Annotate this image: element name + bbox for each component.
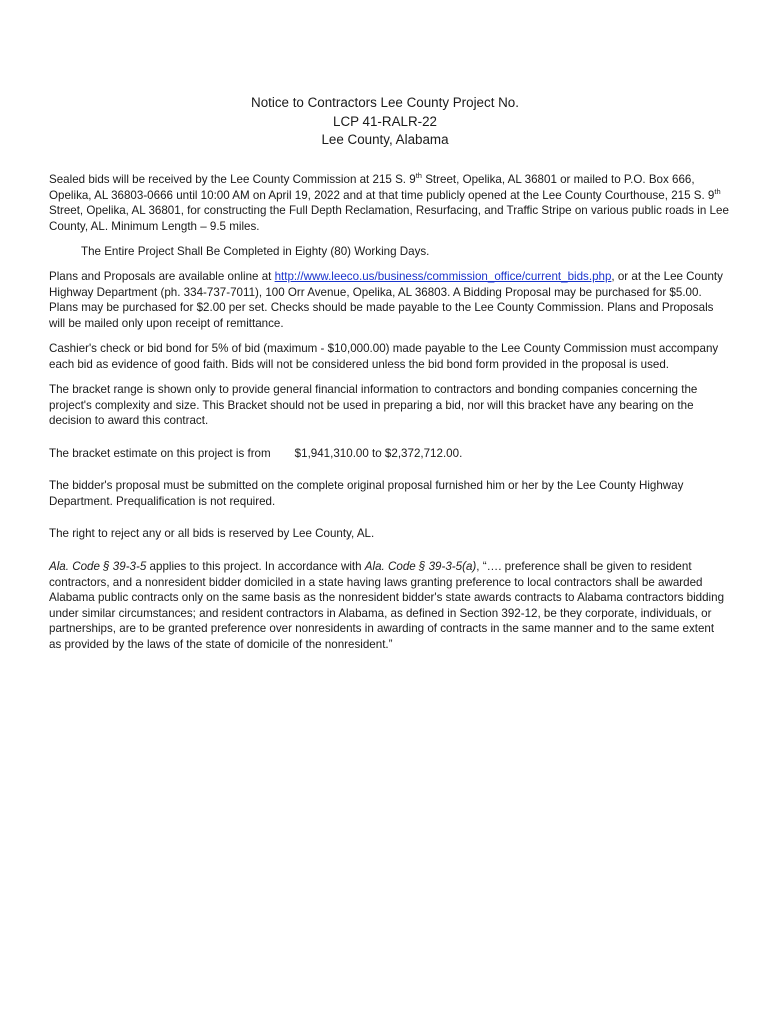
current-bids-link[interactable]: http://www.leeco.us/business/commission_office/current_bids.php: [274, 270, 612, 284]
paragraph-bid-bond: Cashier's check or bid bond for 5% of bid (maximum - $10,000.00) made payable to the Lee County Commission must accompany each bid as evidence of good faith. Bids will not be considered unless the bid bond form provided in the proposal is used.: [49, 342, 719, 371]
paragraph-sealed-bids: Sealed bids will be received by the Lee County Commission at 215 S. 9th Street, Opelika, AL 36801 or mailed to P.O. Box 666, Opelika, AL 36803-0666 until 10:00 AM on April 19, 2022 and at that time publicly opened at the Lee County Courthouse, 215 S. 9th Street, Opelika, AL 36801, for constructing the Full Depth Reclamation, Resurfacing, and Traffic Stripe on various public roads in Lee County, AL. Minimum Length – 9.5 miles.: [49, 171, 729, 233]
paragraph-bidder-proposal: The bidder's proposal must be submitted on the complete original proposal furnished him or her by the Lee County Highway Department. Prequalification is not required.: [49, 479, 684, 508]
paragraph-bracket-range: The bracket range is shown only to provide general financial information to contractors and bonding companies concerning the project's complexity and size. This Bracket should not be used in preparing a bid, nor will this bracket have any bearing on the decision to award this contract.: [49, 382, 698, 428]
title-line-3: Lee County, Alabama: [321, 132, 449, 147]
paragraph-plans-proposals: Plans and Proposals are available online at http://www.leeco.us/business/commission_office/current_bids.php, or at the Lee County Highway Department (ph. 334-737-7011), 100 Orr Avenue, Opelika, AL 36803. A Bidding Proposal may be purchased for $5.00. Plans may be purchased for $2.00 per set. Checks should be made payable to the Lee County Commission. Plans and Proposals will be mailed only upon receipt of remittance.: [49, 270, 723, 330]
paragraph-completion-time: The Entire Project Shall Be Completed in Eighty (80) Working Days.: [81, 244, 430, 258]
paragraph-bracket-estimate: [49, 446, 729, 462]
ala-code-reference-a: Ala. Code § 39-3-5(a): [364, 560, 477, 574]
bracket-estimate-label: The bracket estimate on this project is from: [49, 446, 271, 460]
bracket-estimate-value: $1,941,310.00 to $2,372,712.00.: [294, 446, 463, 460]
paragraph-right-to-reject: The right to reject any or all bids is reserved by Lee County, AL.: [49, 527, 375, 541]
paragraph-resident-preference: Ala. Code § 39-3-5 applies to this project. In accordance with Ala. Code § 39-3-5(a), “…. preference shall be given to resident contractors, and a nonresident bidder domiciled in a state having laws granting preference to local contractors shall be awarded Alabama public contracts only on the same basis as the nonresident bidder's state awards contracts to Alabama contractors bidding under similar circumstances; and resident contractors in Alabama, as defined in Section 392-12, be they corporate, individuals, or partnerships, are to be granted preference over nonresidents in awarding of contracts in the same manner and to the same extent as provided by the laws of the state of domicile of the nonresident.”: [49, 560, 725, 652]
notice-title: [0, 94, 770, 150]
notice-body: [49, 172, 729, 662]
title-line-2: LCP 41-RALR-22: [333, 113, 437, 129]
title-line-1: Notice to Contractors Lee County Project No.: [251, 95, 519, 110]
ala-code-reference: Ala. Code § 39-3-5: [49, 560, 147, 574]
